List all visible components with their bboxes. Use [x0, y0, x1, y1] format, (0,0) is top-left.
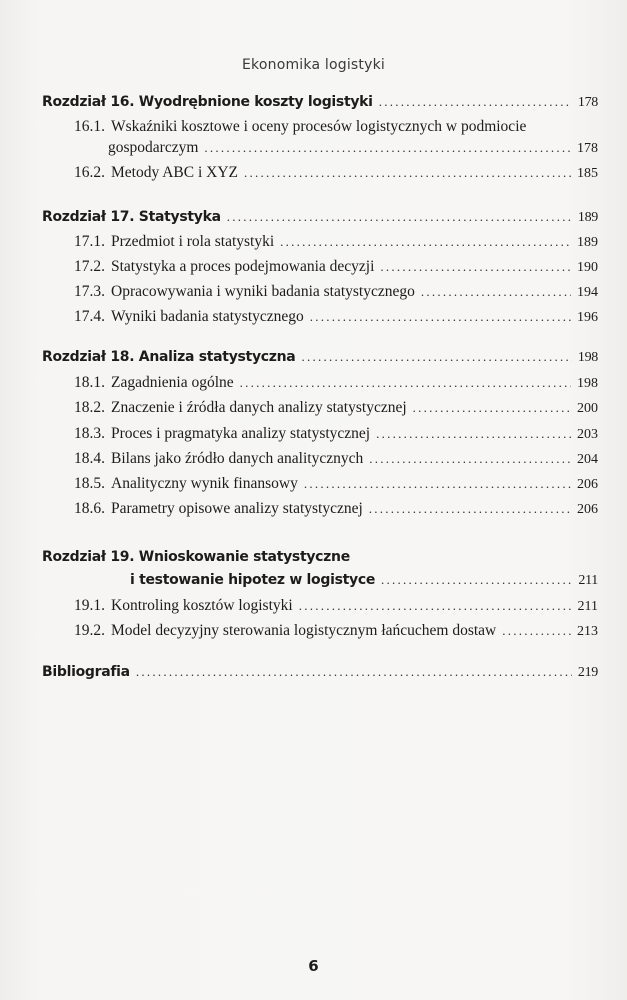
- page-number: 178: [577, 141, 598, 156]
- toc-section-16-1-line2: [108, 139, 598, 157]
- dot-leader: [369, 501, 571, 517]
- dot-leader: [240, 375, 571, 391]
- chapter-title-continued: i testowanie hipotez w logistyce: [130, 572, 376, 588]
- toc-chapter-16: [42, 94, 598, 111]
- page-number: 198: [577, 376, 598, 391]
- toc-section-19-2: [74, 622, 598, 640]
- page-number: 219: [577, 665, 598, 680]
- page-number: 189: [577, 235, 598, 250]
- dot-leader: [421, 284, 571, 300]
- page-number: 198: [577, 350, 598, 365]
- section-title: Wyniki badania statystycznego: [111, 308, 304, 325]
- toc-section-17-1: [74, 233, 598, 251]
- bibliography-title: Bibliografia: [42, 664, 130, 680]
- toc-section-17-3: [74, 283, 598, 301]
- page-number: 200: [577, 401, 598, 416]
- toc-section-18-4: [74, 450, 598, 468]
- dot-leader: [310, 309, 571, 325]
- running-head: Ekonomika logistyki: [242, 57, 385, 73]
- toc-section-19-1: [74, 597, 598, 615]
- toc-chapter-19-line2: [130, 572, 598, 589]
- section-number: 18.6.: [74, 500, 105, 517]
- section-title: Bilans jako źródło danych analitycznych: [111, 450, 364, 467]
- section-title: Przedmiot i rola statystyki: [111, 233, 275, 250]
- section-title: Analityczny wynik finansowy: [111, 475, 298, 492]
- toc-section-16-2: [74, 164, 598, 182]
- toc-section-18-1: [74, 374, 598, 392]
- dot-leader: [369, 451, 571, 467]
- toc-section-17-2: [74, 258, 598, 276]
- section-number: 17.2.: [74, 258, 105, 275]
- section-title: Wskaźniki kosztowe i oceny procesów logistycznych w podmiocie: [111, 118, 527, 135]
- page-number: 203: [577, 427, 598, 442]
- page-number: 194: [577, 285, 598, 300]
- dot-leader: [380, 259, 571, 275]
- dot-leader: [299, 598, 572, 614]
- section-title: Parametry opisowe analizy statystycznej: [111, 500, 363, 517]
- dot-leader: [502, 623, 571, 639]
- section-title: Metody ABC i XYZ: [111, 164, 239, 181]
- chapter-title: Rozdział 18. Analiza statystyczna: [42, 349, 296, 365]
- dot-leader: [304, 476, 571, 492]
- section-number: 18.1.: [74, 374, 105, 391]
- section-number: 18.5.: [74, 475, 105, 492]
- dot-leader: [301, 349, 571, 365]
- section-title: Zagadnienia ogólne: [111, 374, 234, 391]
- page-number: 178: [577, 95, 598, 110]
- dot-leader: [413, 400, 571, 416]
- page-number: 189: [577, 210, 598, 225]
- dot-leader: [381, 572, 572, 588]
- dot-leader: [136, 664, 572, 680]
- section-number: 18.4.: [74, 450, 105, 467]
- page-number: 211: [577, 599, 598, 614]
- toc-section-16-1-line1: [74, 118, 598, 136]
- section-number: 19.2.: [74, 622, 105, 639]
- page-folio: 6: [308, 957, 319, 975]
- section-number: 17.3.: [74, 283, 105, 300]
- section-number: 19.1.: [74, 597, 105, 614]
- toc-section-18-5: [74, 475, 598, 493]
- chapter-title: Rozdział 16. Wyodrębnione koszty logistyki: [42, 94, 373, 110]
- toc-chapter-18: [42, 349, 598, 366]
- section-number: 16.2.: [74, 164, 105, 181]
- section-title: Opracowywania i wyniki badania statystycznego: [111, 283, 415, 300]
- dot-leader: [227, 209, 572, 225]
- page-number: 211: [578, 573, 598, 588]
- section-number: 17.4.: [74, 308, 105, 325]
- section-title: Kontroling kosztów logistyki: [111, 597, 293, 614]
- dot-leader: [379, 94, 572, 110]
- page-number: 190: [577, 260, 598, 275]
- dot-leader: [244, 165, 571, 181]
- toc-section-18-2: [74, 399, 598, 417]
- section-number: 18.3.: [74, 425, 105, 442]
- chapter-title: Rozdział 17. Statystyka: [42, 209, 221, 225]
- page-number: 185: [577, 166, 598, 181]
- section-title: Znaczenie i źródła danych analizy statystycznej: [111, 399, 407, 416]
- toc-bibliography: [42, 664, 598, 681]
- toc-chapter-19-line1: Rozdział 19. Wnioskowanie statystyczne: [42, 549, 350, 565]
- section-title-continued: gospodarczym: [108, 139, 199, 156]
- page-number: 206: [577, 502, 598, 517]
- page-number: 206: [577, 477, 598, 492]
- dot-leader: [280, 234, 571, 250]
- section-title: Statystyka a proces podejmowania decyzji: [111, 258, 375, 275]
- page-number: 196: [577, 310, 598, 325]
- section-number: 16.1.: [74, 118, 105, 135]
- page-number: 213: [577, 624, 598, 639]
- dot-leader: [204, 140, 571, 156]
- section-number: 17.1.: [74, 233, 105, 250]
- toc-section-17-4: [74, 308, 598, 326]
- dot-leader: [376, 426, 571, 442]
- page-number: 204: [577, 452, 598, 467]
- section-title: Model decyzyjny sterowania logistycznym łańcuchem dostaw: [111, 622, 497, 639]
- section-title: Proces i pragmatyka analizy statystycznej: [111, 425, 371, 442]
- section-number: 18.2.: [74, 399, 105, 416]
- toc-section-18-6: [74, 500, 598, 518]
- toc-section-18-3: [74, 425, 598, 443]
- toc-chapter-17: [42, 209, 598, 226]
